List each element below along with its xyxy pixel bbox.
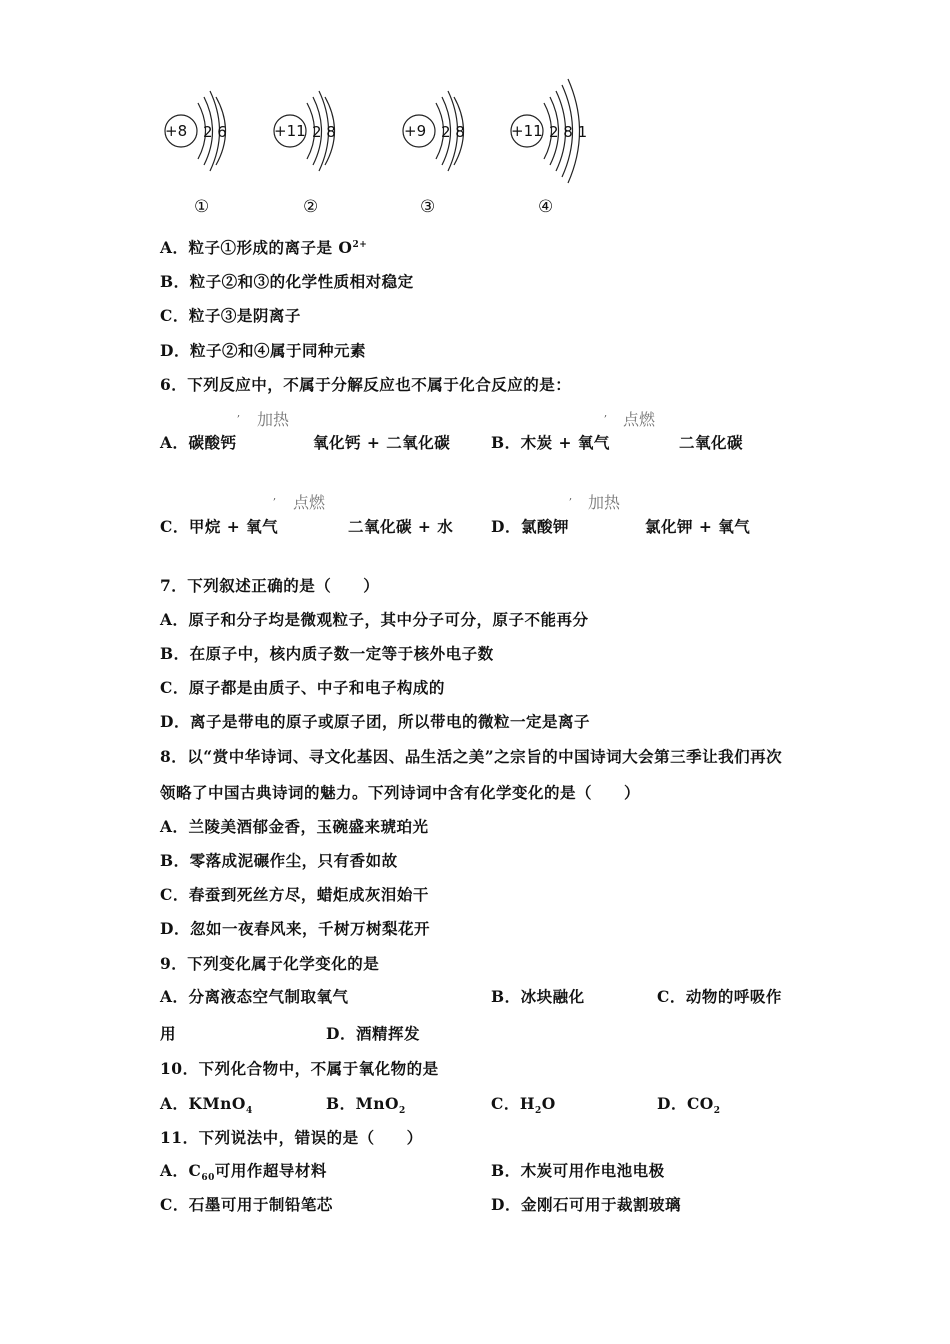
q7-stem: 7．下列叙述正确的是（ ） [160,576,380,595]
q8-option-c: C．春蚕到死丝方尽，蜡炬成灰泪始干 [160,885,429,904]
q7-option-a: A．原子和分子均是微观粒子，其中分子可分，原子不能再分 [160,610,589,629]
q10-option-d: D．$CO_2$ [657,1094,721,1117]
q11-option-c: C．石墨可用于制铅笔芯 [160,1195,333,1214]
atom-label-3: ③ [420,197,436,217]
q9-option-c: C．动物的呼吸作 [657,987,782,1006]
electron-config-3: 2 8 [441,123,465,141]
q8-stem-line2: 领略了中国古典诗词的魅力。下列诗词中含有化学变化的是（ ） [160,783,641,802]
q8-option-b: B．零落成泥碾作尘，只有香如故 [160,851,398,870]
q10-option-b: B．MnO$_2$ [326,1094,406,1117]
q8-option-a: A．兰陵美酒郁金香，玉碗盛来琥珀光 [160,817,429,836]
q9-option-a: A．分离液态空气制取氧气 [160,987,349,1006]
nucleus-charge-2: +11 [274,122,306,140]
dot-mark: , [237,408,241,419]
atom-label-1: ① [194,197,210,217]
q5-option-c: C．粒子③是阴离子 [160,306,301,325]
q7-option-d: D．离子是带电的原子或原子团，所以带电的微粒一定是离子 [160,712,590,731]
electron-config-1: 2 6 [203,123,227,141]
q6-option-c-right: 二氧化碳 + 水 [348,517,454,536]
q10-option-c: C．$H_2O$ [491,1094,556,1117]
q6-stem: 6．下列反应中，不属于分解反应也不属于化合反应的是： [160,375,572,394]
q6-option-d-right: 氯化钾 + 氧气 [645,517,751,536]
q8-option-d: D．忽如一夜春风来，千树万树梨花开 [160,919,430,938]
electron-config-4: 2 8 1 [549,123,588,141]
q11-option-d: D．金刚石可用于裁割玻璃 [491,1195,681,1214]
atom-label-2: ② [303,197,319,217]
q6-option-a-right: 氧化钙 + 二氧化碳 [313,433,451,452]
q11-option-b: B．木炭可用作电池电极 [491,1161,665,1180]
q5-option-b: B．粒子②和③的化学性质相对稳定 [160,272,414,291]
q9-option-c-continued: 用 [160,1024,177,1043]
q9-option-b: B．冰块融化 [491,987,585,1006]
nucleus-charge-1: +8 [165,122,188,140]
q6-option-c-left: C．甲烷 + 氧气 [160,517,279,536]
q11-stem: 11．下列说法中，错误的是（ ） [160,1128,423,1147]
q7-option-c: C．原子都是由质子、中子和电子构成的 [160,678,445,697]
nucleus-charge-4: +11 [511,122,543,140]
q6-option-b-left: B．木炭 + 氧气 [491,433,610,452]
q6-d-condition: 加热 [588,493,621,512]
q6-option-d-left: D．氯酸钾 [491,517,569,536]
electron-config-2: 2 8 [312,123,336,141]
q5-option-a: A．粒子①形成的离子是 $O^{2+}$ [160,238,368,257]
atom-label-4: ④ [538,197,554,217]
q10-option-a: A．KMnO$_4$ [160,1094,253,1117]
dot-mark: , [604,408,608,419]
q5-option-d: D．粒子②和④属于同种元素 [160,341,366,360]
q6-a-condition: 加热 [257,410,290,429]
q9-option-d: D．酒精挥发 [326,1024,420,1043]
q10-stem: 10．下列化合物中，不属于氧化物的是 [160,1059,439,1078]
atom-shell-drawing [0,0,950,230]
q6-option-b-right: 二氧化碳 [679,433,744,452]
dot-mark: , [273,491,277,502]
q8-stem-line1: 8．以“赏中华诗词、寻文化基因、品生活之美”之宗旨的中国诗词大会第三季让我们再次 [160,747,783,766]
q6-c-condition: 点燃 [293,493,326,512]
q6-option-a-left: A．碳酸钙 [160,433,237,452]
dot-mark: , [569,491,573,502]
q6-b-condition: 点燃 [623,410,656,429]
q11-option-a: A．$C_{60}$可用作超导材料 [160,1161,327,1184]
q7-option-b: B．在原子中，核内质子数一定等于核外电子数 [160,644,494,663]
q9-stem: 9．下列变化属于化学变化的是 [160,954,380,973]
nucleus-charge-3: +9 [404,122,427,140]
